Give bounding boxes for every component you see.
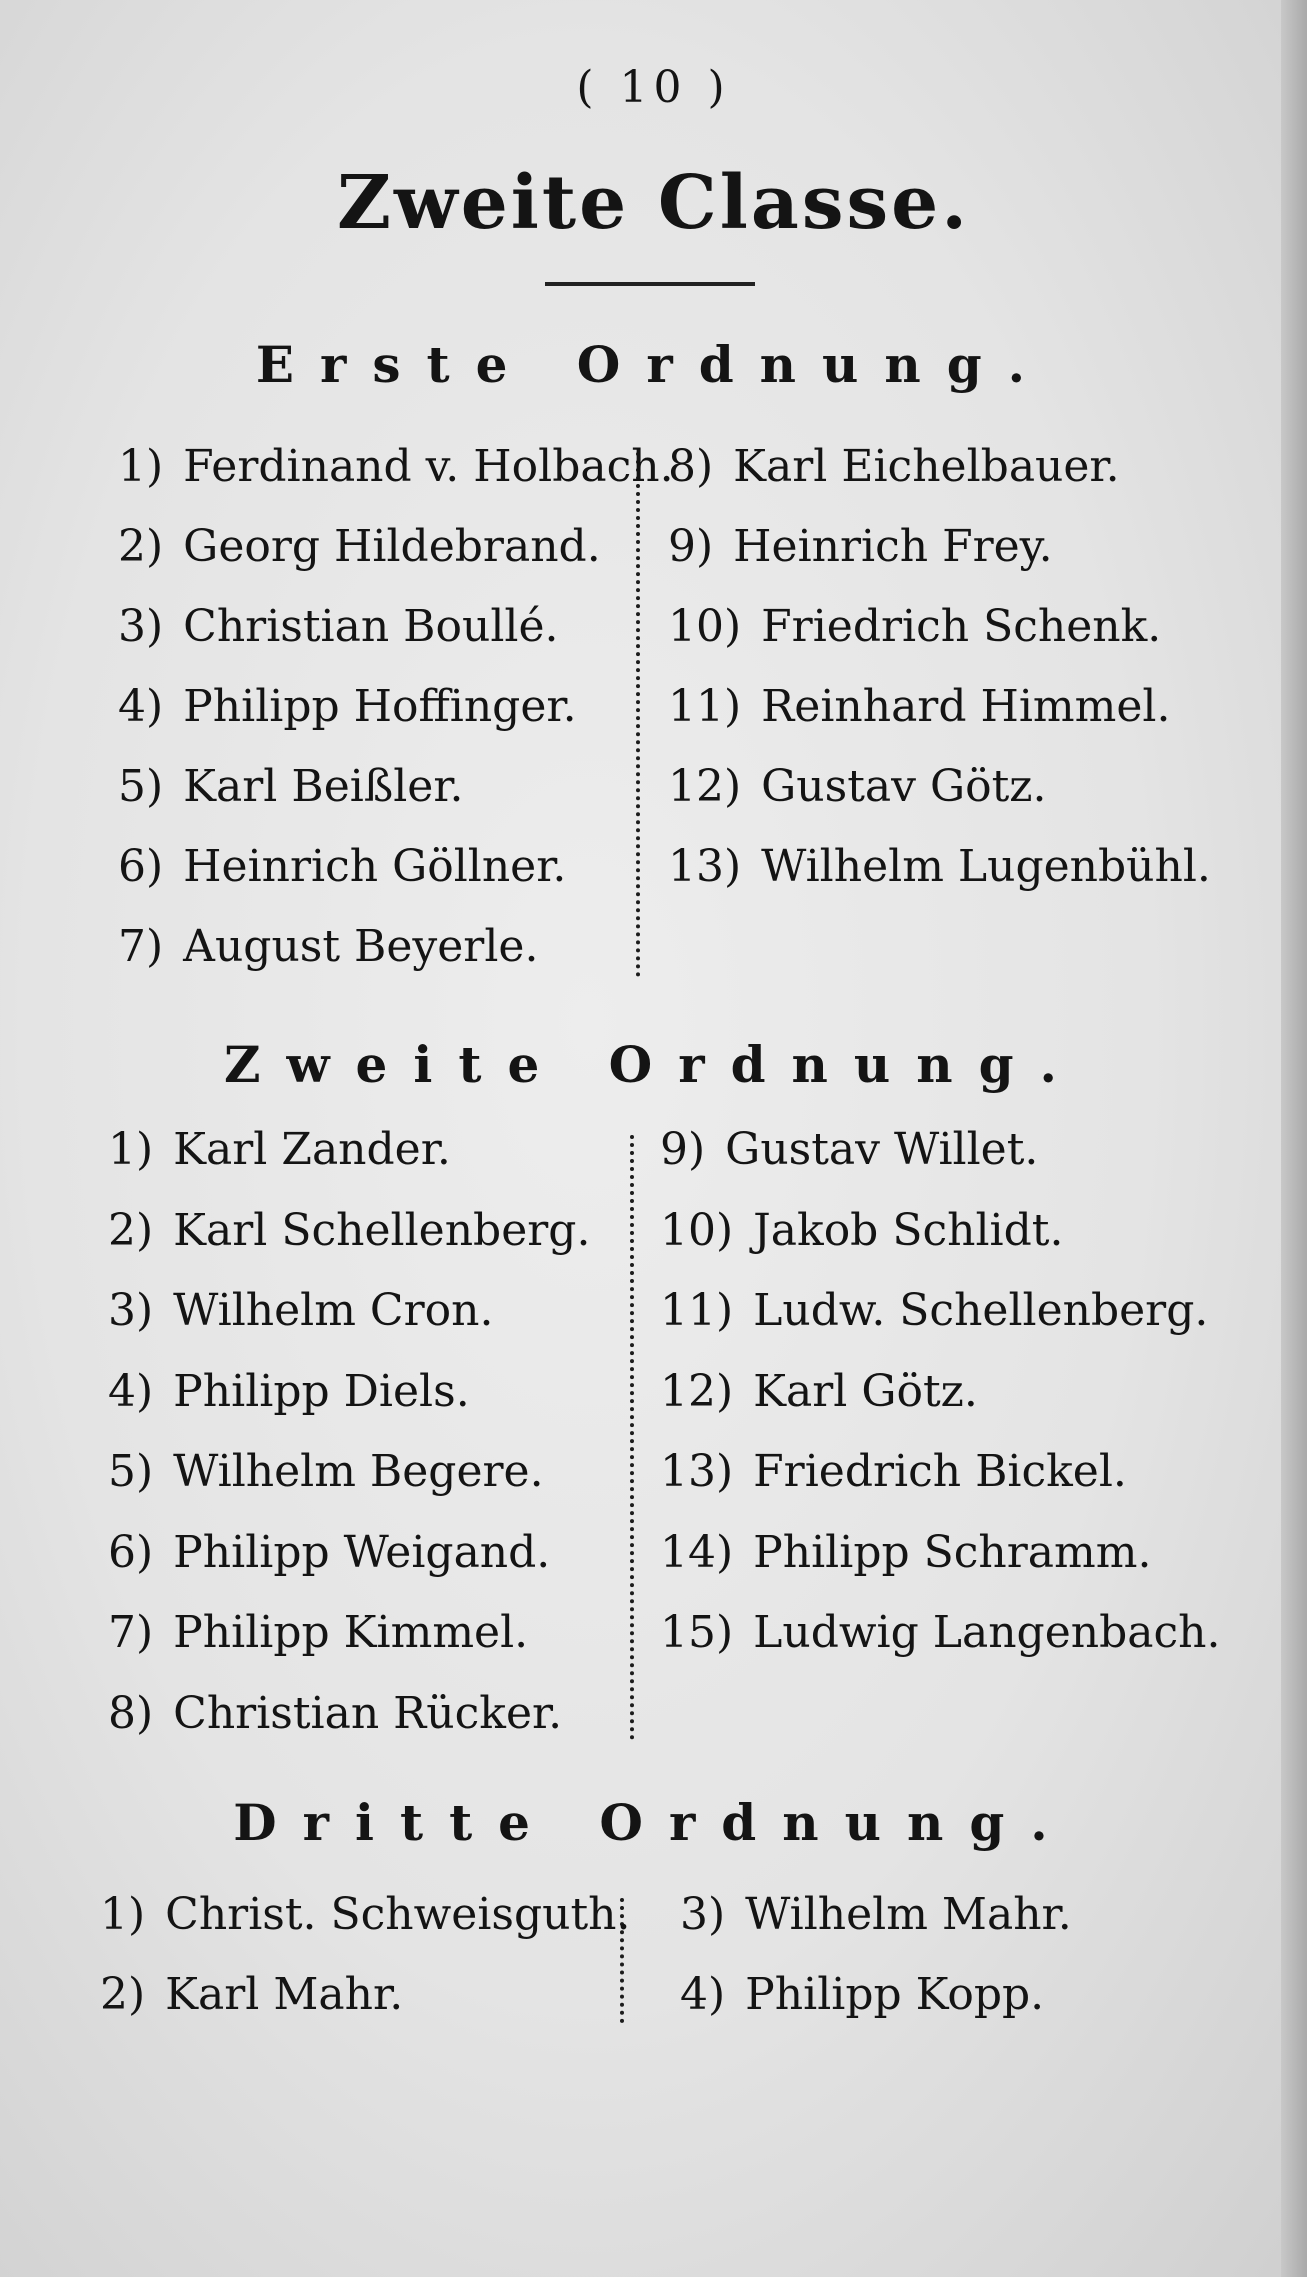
list-item bbox=[660, 1526, 1152, 1578]
student-name: Philipp Diels. bbox=[173, 1365, 470, 1417]
title-rule bbox=[545, 282, 755, 286]
list-item bbox=[108, 1285, 494, 1336]
list-item bbox=[660, 1365, 978, 1417]
list-item bbox=[108, 1365, 470, 1417]
item-number: 7) bbox=[118, 921, 164, 972]
student-name: Karl Zander. bbox=[173, 1124, 451, 1175]
student-name: Ferdinand v. Holbach. bbox=[183, 441, 674, 492]
student-name: Karl Schellenberg. bbox=[173, 1204, 591, 1256]
list-item bbox=[118, 681, 577, 732]
section-heading-dritte-ordnung: Dritte Ordnung. bbox=[233, 1793, 1074, 1852]
student-name: Ludwig Langenbach. bbox=[753, 1607, 1221, 1658]
student-name: Friedrich Schenk. bbox=[761, 601, 1162, 652]
item-number: 3) bbox=[118, 601, 164, 652]
column-divider bbox=[636, 452, 640, 977]
item-number: 1) bbox=[108, 1124, 154, 1175]
item-number: 6) bbox=[118, 841, 164, 892]
item-number: 12) bbox=[668, 761, 742, 812]
student-name: Philipp Kimmel. bbox=[173, 1607, 529, 1658]
student-name: Wilhelm Begere. bbox=[173, 1446, 544, 1497]
student-name: Friedrich Bickel. bbox=[753, 1446, 1127, 1497]
list-item bbox=[118, 441, 674, 492]
list-item bbox=[660, 1204, 1064, 1256]
list-item bbox=[118, 921, 539, 972]
page-title: Zweite Classe. bbox=[336, 160, 971, 246]
student-name: Philipp Hoffinger. bbox=[183, 681, 577, 732]
list-item bbox=[660, 1446, 1127, 1497]
student-name: Reinhard Himmel. bbox=[761, 681, 1171, 732]
student-name: Karl Beißler. bbox=[183, 761, 464, 812]
student-name: Georg Hildebrand. bbox=[183, 521, 601, 572]
item-number: 5) bbox=[108, 1446, 154, 1497]
student-name: Karl Götz. bbox=[753, 1365, 978, 1417]
item-number: 2) bbox=[108, 1204, 154, 1256]
student-name: Jakob Schlidt. bbox=[753, 1204, 1064, 1256]
list-item bbox=[668, 521, 1053, 572]
item-number: 11) bbox=[668, 681, 742, 732]
student-name: Karl Mahr. bbox=[165, 1969, 404, 2020]
item-number: 9) bbox=[660, 1124, 706, 1175]
list-item bbox=[108, 1204, 591, 1256]
page-number: ( 10 ) bbox=[576, 62, 731, 113]
student-name: Christian Boullé. bbox=[183, 601, 559, 652]
item-number: 11) bbox=[660, 1285, 734, 1336]
item-number: 2) bbox=[100, 1969, 146, 2020]
section-heading-erste-ordnung: Erste Ordnung. bbox=[255, 335, 1052, 394]
student-name: Ludw. Schellenberg. bbox=[753, 1285, 1209, 1336]
item-number: 6) bbox=[108, 1526, 154, 1578]
list-item bbox=[668, 441, 1120, 492]
list-item bbox=[680, 1969, 1045, 2020]
list-item bbox=[108, 1446, 544, 1497]
list-item bbox=[660, 1607, 1221, 1658]
item-number: 15) bbox=[660, 1607, 734, 1658]
list-item bbox=[118, 761, 464, 812]
list-item bbox=[100, 1889, 631, 1940]
item-number: 12) bbox=[660, 1365, 734, 1417]
list-item bbox=[668, 601, 1162, 652]
list-item bbox=[668, 761, 1047, 812]
item-number: 4) bbox=[108, 1365, 154, 1417]
list-item bbox=[108, 1526, 551, 1578]
student-name: Heinrich Göllner. bbox=[183, 841, 567, 892]
item-number: 4) bbox=[118, 681, 164, 732]
list-item bbox=[660, 1124, 1039, 1175]
student-name: Philipp Weigand. bbox=[173, 1526, 551, 1578]
list-item bbox=[660, 1285, 1209, 1336]
list-item bbox=[108, 1124, 451, 1175]
item-number: 4) bbox=[680, 1969, 726, 2020]
student-name: Wilhelm Lugenbühl. bbox=[761, 841, 1211, 892]
item-number: 10) bbox=[660, 1204, 734, 1256]
column-divider bbox=[630, 1135, 634, 1740]
item-number: 9) bbox=[668, 521, 714, 572]
student-name: Gustav Willet. bbox=[725, 1124, 1039, 1175]
list-item bbox=[100, 1969, 404, 2020]
student-name: August Beyerle. bbox=[183, 921, 539, 972]
item-number: 10) bbox=[668, 601, 742, 652]
item-number: 2) bbox=[118, 521, 164, 572]
item-number: 7) bbox=[108, 1607, 154, 1658]
item-number: 1) bbox=[118, 441, 164, 492]
item-number: 8) bbox=[668, 441, 714, 492]
student-name: Heinrich Frey. bbox=[733, 521, 1053, 572]
student-name: Christian Rücker. bbox=[173, 1687, 563, 1739]
list-item bbox=[108, 1687, 563, 1739]
student-name: Philipp Kopp. bbox=[745, 1969, 1045, 2020]
list-item bbox=[118, 841, 567, 892]
list-item bbox=[118, 521, 601, 572]
student-name: Gustav Götz. bbox=[761, 761, 1047, 812]
list-item bbox=[668, 681, 1171, 732]
item-number: 13) bbox=[668, 841, 742, 892]
student-name: Wilhelm Cron. bbox=[173, 1285, 494, 1336]
item-number: 5) bbox=[118, 761, 164, 812]
list-item bbox=[118, 601, 559, 652]
item-number: 3) bbox=[680, 1889, 726, 1940]
item-number: 8) bbox=[108, 1687, 154, 1739]
item-number: 14) bbox=[660, 1526, 734, 1578]
item-number: 1) bbox=[100, 1889, 146, 1940]
list-item bbox=[108, 1607, 529, 1658]
section-heading-zweite-ordnung: Zweite Ordnung. bbox=[224, 1035, 1083, 1094]
student-name: Philipp Schramm. bbox=[753, 1526, 1152, 1578]
list-item bbox=[668, 841, 1211, 892]
list-item bbox=[680, 1889, 1072, 1940]
student-name: Karl Eichelbauer. bbox=[733, 441, 1120, 492]
item-number: 13) bbox=[660, 1446, 734, 1497]
item-number: 3) bbox=[108, 1285, 154, 1336]
student-name: Wilhelm Mahr. bbox=[745, 1889, 1072, 1940]
student-name: Christ. Schweisguth. bbox=[165, 1889, 631, 1940]
